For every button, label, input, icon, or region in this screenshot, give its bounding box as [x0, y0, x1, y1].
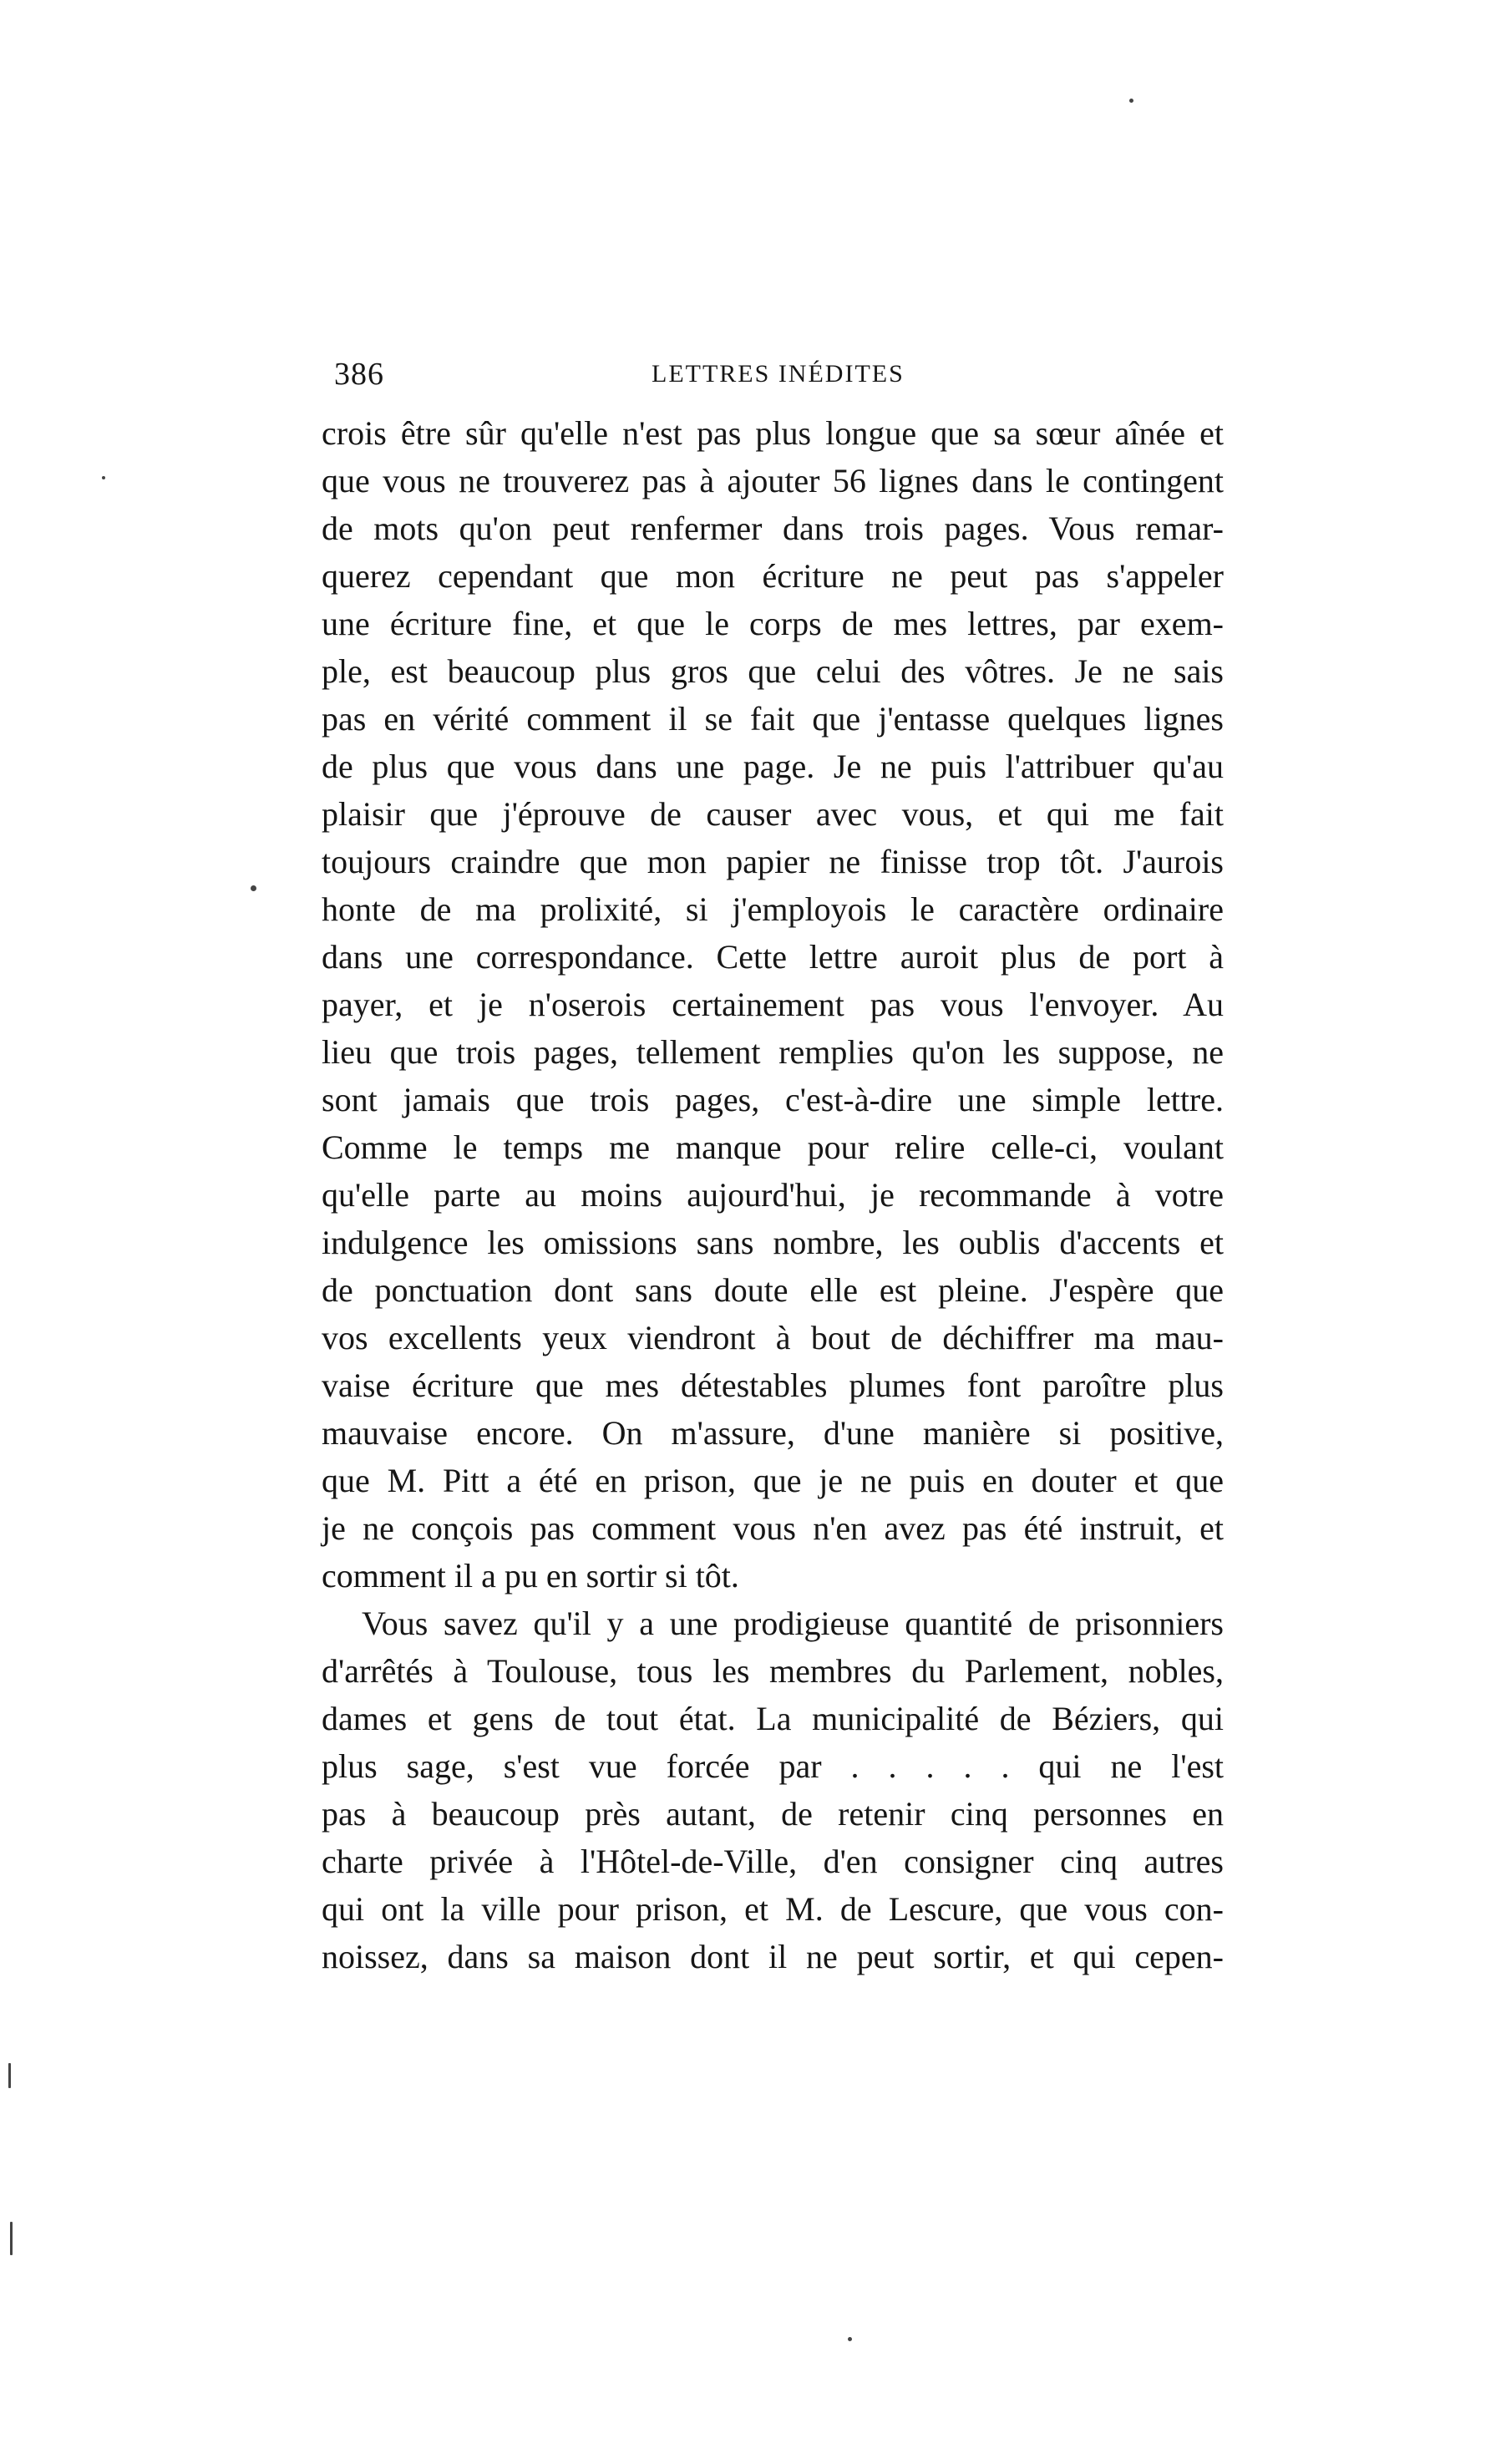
- text-line: dames et gens de tout état. La municipalité de Béziers, qui: [322, 1700, 1224, 1737]
- text-line: de ponctuation dont sans doute elle est pleine. J'espère que: [322, 1271, 1224, 1309]
- scan-speck: [1129, 99, 1133, 103]
- text-line: payer, et je n'oserois certainement pas vous l'envoyer. Au: [322, 986, 1224, 1023]
- text-line: sont jamais que trois pages, c'est-à-dire une simple lettre.: [322, 1081, 1224, 1118]
- page-header: [0, 349, 1506, 399]
- scan-speck: [251, 885, 256, 891]
- text-line: qui ont la ville pour prison, et M. de Lescure, que vous con-: [322, 1890, 1224, 1928]
- text-line: honte de ma prolixité, si j'employois le caractère ordinaire: [322, 890, 1224, 928]
- text-line: une écriture fine, et que le corps de mes lettres, par exem-: [322, 605, 1224, 642]
- text-line: plaisir que j'éprouve de causer avec vous, et qui me fait: [322, 795, 1224, 833]
- text-line: vaise écriture que mes détestables plumes font paroître plus: [322, 1366, 1224, 1404]
- body-text: [322, 409, 1224, 1980]
- text-line: querez cependant que mon écriture ne peut pas s'appeler: [322, 557, 1224, 595]
- text-line: crois être sûr qu'elle n'est pas plus longue que sa sœur aînée et: [322, 414, 1224, 452]
- text-line: pas à beaucoup près autant, de retenir cinq personnes en: [322, 1795, 1224, 1833]
- text-line: indulgence les omissions sans nombre, les oublis d'accents et: [322, 1224, 1224, 1261]
- scan-speck: [102, 476, 105, 479]
- text-line: ple, est beaucoup plus gros que celui des vôtres. Je ne sais: [322, 652, 1224, 690]
- text-line: dans une correspondance. Cette lettre auroit plus de port à: [322, 938, 1224, 976]
- text-line: vos excellents yeux viendront à bout de déchiffrer ma mau-: [322, 1319, 1224, 1356]
- scan-speck: [10, 2222, 13, 2255]
- text-line: que vous ne trouverez pas à ajouter 56 lignes dans le contingent: [322, 462, 1224, 499]
- scan-speck: [8, 2063, 11, 2088]
- text-line: pas en vérité comment il se fait que j'entasse quelques lignes: [322, 700, 1224, 738]
- text-line: lieu que trois pages, tellement remplies qu'on les suppose, ne: [322, 1033, 1224, 1071]
- text-line: Comme le temps me manque pour relire celle-ci, voulant: [322, 1128, 1224, 1166]
- page-number: 386: [334, 357, 384, 392]
- text-line: toujours craindre que mon papier ne finisse trop tôt. J'aurois: [322, 843, 1224, 880]
- text-line: plus sage, s'est vue forcée par . . . . . qui ne l'est: [322, 1747, 1224, 1785]
- text-line: d'arrêtés à Toulouse, tous les membres du Parlement, nobles,: [322, 1652, 1224, 1690]
- text-line: Vous savez qu'il y a une prodigieuse quantité de prisonniers: [362, 1605, 1224, 1642]
- text-line: que M. Pitt a été en prison, que je ne puis en douter et que: [322, 1462, 1224, 1499]
- text-line: je ne conçois pas comment vous n'en avez pas été instruit, et: [322, 1509, 1224, 1547]
- scan-speck: [848, 2337, 852, 2341]
- text-line: de mots qu'on peut renfermer dans trois pages. Vous remar-: [322, 510, 1224, 547]
- text-line: charte privée à l'Hôtel-de-Ville, d'en consigner cinq autres: [322, 1843, 1224, 1880]
- text-line: comment il a pu en sortir si tôt.: [322, 1557, 739, 1595]
- text-line: de plus que vous dans une page. Je ne puis l'attribuer qu'au: [322, 748, 1224, 785]
- text-line: noissez, dans sa maison dont il ne peut sortir, et qui cepen-: [322, 1938, 1224, 1975]
- text-line: mauvaise encore. On m'assure, d'une manière si positive,: [322, 1414, 1224, 1452]
- running-title: LETTRES INÉDITES: [652, 360, 905, 388]
- text-line: qu'elle parte au moins aujourd'hui, je recommande à votre: [322, 1176, 1224, 1214]
